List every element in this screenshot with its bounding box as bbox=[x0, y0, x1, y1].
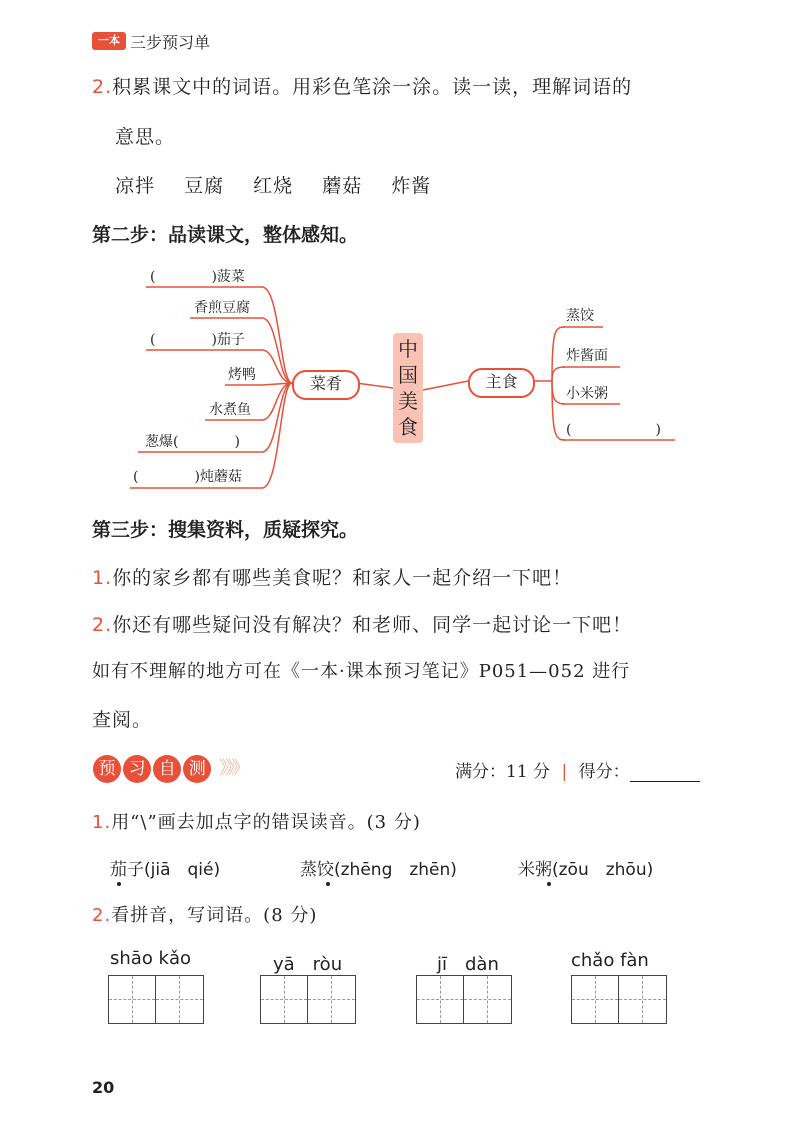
grid-pinyin: chǎo fàn bbox=[571, 950, 649, 971]
center-topic bbox=[393, 333, 423, 443]
selftest-q1 bbox=[92, 808, 421, 834]
word-item: 凉拌 bbox=[115, 175, 156, 197]
banner-char: 习 bbox=[123, 755, 151, 783]
mm-right-item: ( ) bbox=[566, 422, 661, 438]
pinyin-options[interactable]: (zhēng zhēn) bbox=[334, 860, 457, 880]
step3-title: 第三步：搜集资料，质疑探究。 bbox=[92, 519, 359, 541]
q-number: 1. bbox=[92, 812, 112, 833]
selftest-banner bbox=[93, 754, 246, 782]
mm-right-item: 蒸饺 bbox=[566, 308, 594, 324]
mm-right-item: 小米粥 bbox=[566, 386, 608, 402]
grid-cell[interactable] bbox=[572, 976, 619, 1023]
grid-cell[interactable] bbox=[109, 976, 156, 1023]
grid-pinyin: yā ròu bbox=[273, 954, 343, 975]
pinyin-word: 茄子 bbox=[110, 860, 144, 880]
q-text: 看拼音，写词语。(8 分) bbox=[111, 905, 318, 926]
pinyin-word: 蒸饺 bbox=[300, 860, 334, 880]
divider: | bbox=[561, 762, 568, 782]
banner-char: 预 bbox=[93, 755, 121, 783]
mm-left-item: ( )茄子 bbox=[150, 332, 245, 348]
mm-left-item: 香煎豆腐 bbox=[194, 300, 250, 316]
pinyin-word: 米粥 bbox=[518, 860, 552, 880]
pinyin-options[interactable]: (jiā qié) bbox=[144, 860, 221, 880]
mm-right-item: 炸酱面 bbox=[566, 348, 608, 364]
emphasis-dot-icon bbox=[547, 882, 551, 886]
arrows-icon: 》》》 bbox=[219, 758, 247, 779]
step3-q2 bbox=[92, 610, 632, 637]
q-text: 你还有哪些疑问没有解决？和老师、同学一起讨论一下吧！ bbox=[112, 614, 633, 636]
word-item: 豆腐 bbox=[184, 175, 225, 197]
word-item: 红烧 bbox=[253, 175, 294, 197]
q-text: 用“\”画去加点字的错误读音。(3 分) bbox=[111, 812, 421, 833]
pinyin-options[interactable]: (zōu zhōu) bbox=[552, 860, 654, 880]
q-number: 2. bbox=[92, 614, 113, 636]
grid-cell[interactable] bbox=[417, 976, 464, 1023]
banner-char: 测 bbox=[183, 755, 211, 783]
grid-cell[interactable] bbox=[261, 976, 308, 1023]
emphasis-dot-icon bbox=[117, 882, 121, 886]
grid-cell[interactable] bbox=[464, 976, 511, 1023]
mm-left-item: 葱爆( ) bbox=[145, 434, 240, 450]
node-dishes: 菜肴 bbox=[292, 370, 360, 400]
mm-left-item: 水煮鱼 bbox=[209, 402, 251, 418]
q-number: 1. bbox=[92, 567, 113, 589]
step3-q1 bbox=[92, 563, 572, 590]
q2-text2: 意思。 bbox=[115, 126, 176, 148]
word-item: 蘑菇 bbox=[322, 175, 363, 197]
grid-pinyin: shāo kǎo bbox=[110, 948, 192, 969]
reference-note-line1: 如有不理解的地方可在《一本·课本预习笔记》P051—052 进行 bbox=[92, 661, 631, 682]
q2-text1: 积累课文中的词语。用彩色笔涂一涂。读一读，理解词语的 bbox=[112, 76, 633, 98]
writing-grid[interactable] bbox=[108, 975, 204, 1024]
grid-cell[interactable] bbox=[619, 976, 666, 1023]
step2-title: 第二步：品读课文，整体感知。 bbox=[92, 224, 359, 246]
grid-cell[interactable] bbox=[308, 976, 355, 1023]
writing-grid[interactable] bbox=[260, 975, 356, 1024]
center-char: 国 bbox=[398, 363, 418, 387]
center-char: 美 bbox=[398, 389, 418, 413]
q2-number: 2. bbox=[92, 76, 113, 98]
page-number: 20 bbox=[92, 1078, 115, 1097]
emphasis-dot-icon bbox=[326, 882, 330, 886]
banner-char: 自 bbox=[153, 755, 181, 783]
grid-pinyin: jī dàn bbox=[437, 954, 499, 975]
got-score-label: 得分： bbox=[578, 762, 630, 782]
writing-grid[interactable] bbox=[416, 975, 512, 1024]
mm-left-item: 烤鸭 bbox=[228, 367, 256, 383]
selftest-q2 bbox=[92, 901, 317, 927]
center-char: 食 bbox=[398, 415, 418, 439]
brand-badge: 一本 bbox=[92, 32, 126, 50]
header-title: 三步预习单 bbox=[130, 33, 211, 52]
q-number: 2. bbox=[92, 905, 112, 926]
mm-left-item: ( )菠菜 bbox=[150, 269, 245, 285]
score-area bbox=[455, 757, 700, 782]
grid-cell[interactable] bbox=[156, 976, 203, 1023]
center-char: 中 bbox=[398, 337, 418, 361]
full-score: 满分：11 分 bbox=[455, 762, 551, 782]
pinyin-item bbox=[300, 855, 457, 880]
word-item: 炸酱 bbox=[391, 175, 432, 197]
writing-grid[interactable] bbox=[571, 975, 667, 1024]
pinyin-item bbox=[110, 855, 220, 880]
mm-left-item: ( )炖蘑菇 bbox=[133, 469, 242, 485]
score-blank[interactable] bbox=[630, 763, 700, 782]
node-staple: 主食 bbox=[468, 368, 535, 398]
pinyin-item bbox=[518, 855, 653, 880]
reference-note-line2: 查阅。 bbox=[92, 709, 153, 731]
q-text: 你的家乡都有哪些美食呢？和家人一起介绍一下吧！ bbox=[112, 567, 573, 589]
